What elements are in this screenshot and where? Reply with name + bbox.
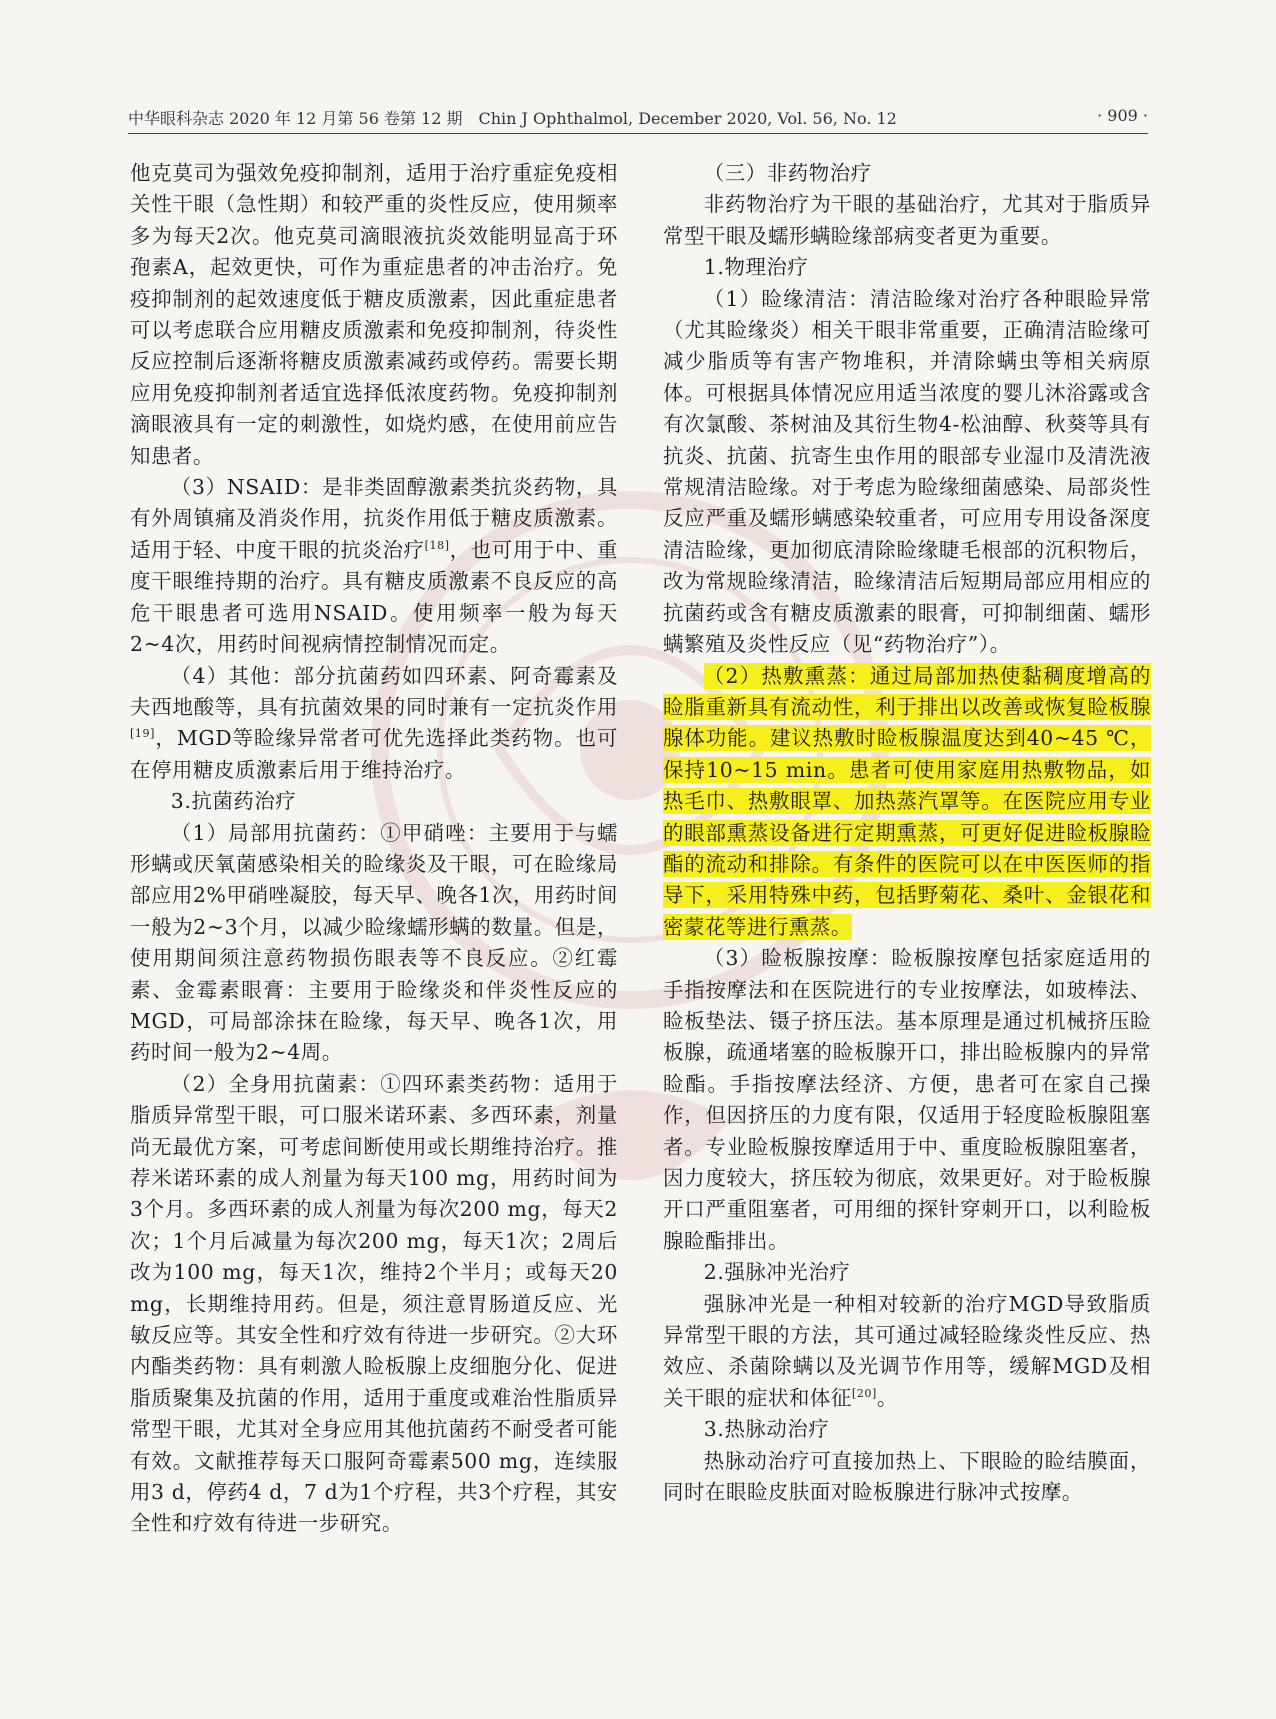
paragraph-warm-compress [663, 661, 1151, 944]
citation-ref: [19] [130, 727, 155, 741]
section-heading-non-drug: （三）非药物治疗 [703, 161, 872, 185]
citation-ref: [20] [851, 1387, 877, 1401]
journal-citation: 中华眼科杂志 2020 年 12 月第 56 卷第 12 期 Chin J Ophthalmol, December 2020, Vol. 56, No. 12 [128, 109, 897, 128]
citation-ref: [18] [424, 539, 450, 553]
left-column [130, 158, 618, 1540]
paragraph-ipl: 强脉冲光是一种相对较新的治疗MGD导致脂质异常型干眼的方法，其可通过减轻睑缘炎性反应、热效应、杀菌除螨以及光调节作用等，缓解MGD及相关干眼的症状和体征[20]。 [663, 1291, 1151, 1410]
right-column [663, 158, 1151, 1508]
paragraph-thermal-pulsation: 热脉动治疗可直接加热上、下眼睑的睑结膜面，同时在眼睑皮肤面对睑板腺进行脉冲式按摩。 [663, 1448, 1151, 1505]
paragraph-topical-antibacterial: （1）局部用抗菌药：①甲硝唑：主要用于与蠕形螨或厌氧菌感染相关的睑缘炎及干眼，可在睑缘局部应用2%甲硝唑凝胶，每天早、晚各1次，用药时间一般为2~3个月，以减少睑缘蠕形螨的数量。但是，使用期间须注意药物损伤眼表等不良反应。②红霉素、金霉素眼膏：主要用于睑缘炎和伴炎性反应的MGD，可局部涂抹在睑缘，每天早、晚各1次，用药时间一般为2~4周。 [130, 820, 618, 1065]
section-heading-thermal-pulsation: 3.热脉动治疗 [703, 1417, 830, 1442]
header-rule [128, 133, 1148, 134]
section-heading-antibacterial: 3.抗菌药治疗 [170, 789, 297, 814]
running-header [128, 100, 1148, 134]
paragraph-lid-cleaning: （1）睑缘清洁：清洁睑缘对治疗各种眼睑异常（尤其睑缘炎）相关干眼非常重要，正确清洁睑缘可减少脂质等有害产物堆积，并清除螨虫等相关病原体。可根据具体情况应用适当浓度的婴儿沐浴露或含有次氯酸、茶树油及其衍生物4-松油醇、秋葵等具有抗炎、抗菌、抗寄生虫作用的眼部专业湿巾及清洗液常规清洁睑缘。对于考虑为睑缘细菌感染、局部炎性反应严重及蠕形螨感染较重者，可应用专用设备深度清洁睑缘，更加彻底清除睑缘睫毛根部的沉积物后，改为常规睑缘清洁，睑缘清洁后短期局部应用相应的抗菌药或含有糖皮质激素的眼膏，可抑制细菌、蠕形螨繁殖及炎性反应（见“药物治疗”）。 [663, 286, 1151, 657]
paragraph-systemic-antibacterial: （2）全身用抗菌素：①四环素类药物：适用于脂质异常型干眼，可口服米诺环素、多西环素，剂量尚无最优方案，可考虑间断使用或长期维持治疗。推荐米诺环素的成人剂量为每天100 mg，用药时间为3个月。多西环素的成人剂量为每次200 mg，每天2次；1个月后减量为每次200 mg，每天1次；2周后改为100 mg，每天1次，维持2个半月；或每天20 mg，长期维持用药。但是，须注意胃肠道反应、光敏反应等。其安全性和疗效有待进一步研究。②大环内酯类药物：具有刺激人睑板腺上皮细胞分化、促进脂质聚集及抗菌的作用，适用于重度或难治性脂质异常型干眼，尤其对全身应用其他抗菌药不耐受者可能有效。文献推荐每天口服阿奇霉素500 mg，连续服用3 d，停药4 d，7 d为1个疗程，共3个疗程，其安全性和疗效有待进一步研究。 [130, 1071, 618, 1536]
paragraph-nsaid: （3）NSAID：是非类固醇激素类抗炎药物，具有外周镇痛及消炎作用，抗炎作用低于糖皮质激素。适用于轻、中度干眼的抗炎治疗[18]，也可用于中、重度干眼维持期的治疗。具有糖皮质激素不良反应的高危干眼患者可选用NSAID。使用频率一般为每天2~4次，用药时间视病情控制情况而定。 [130, 475, 618, 657]
section-heading-physical: 1.物理治疗 [703, 255, 809, 280]
paragraph-non-drug-intro: 非药物治疗为干眼的基础治疗，尤其对于脂质异常型干眼及蠕形螨睑缘部病变者更为重要。 [663, 192, 1151, 248]
paragraph-gland-massage: （3）睑板腺按摩：睑板腺按摩包括家庭适用的手指按摩法和在医院进行的专业按摩法，如玻棒法、睑板垫法、镊子挤压法。基本原理是通过机械挤压睑板腺，疏通堵塞的睑板腺开口，排出睑板腺内的异常睑酯。手指按摩法经济、方便，患者可在家自己操作，但因挤压的力度有限，仅适用于轻度睑板腺阻塞者。专业睑板腺按摩适用于中、重度睑板腺阻塞者，因力度较大，挤压较为彻底，效果更好。对于睑板腺开口严重阻塞者，可用细的探针穿刺开口，以利睑板腺睑酯排出。 [663, 946, 1151, 1253]
paragraph-others: （4）其他：部分抗菌药如四环素、阿奇霉素及夫西地酸等，具有抗菌效果的同时兼有一定抗炎作用[19]，MGD等睑缘异常者可优先选择此类药物。也可在停用糖皮质激素后用于维持治疗。 [130, 663, 618, 782]
highlighted-text: （2）热敷熏蒸：通过局部加热使黏稠度增高的睑脂重新具有流动性，利于排出以改善或恢复睑板腺腺体功能。建议热敷时睑板腺温度达到40~45 ℃，保持10~15 min。患者可使用家庭用热敷物品，如热毛巾、热敷眼罩、加热蒸汽罩等。在医院应用专业的眼部熏蒸设备进行定期熏蒸，可更好促进睑板腺睑酯的流动和排除。有条件的医院可以在中医医师的指导下，采用特殊中药，包括野菊花、桑叶、金银花和密蒙花等进行熏蒸。 [663, 663, 1151, 939]
paragraph-tacrolimus: 他克莫司为强效免疫抑制剂，适用于治疗重症免疫相关性干眼（急性期）和较严重的炎性反应，使用频率多为每天2次。他克莫司滴眼液抗炎效能明显高于环孢素A，起效更快，可作为重症患者的冲击治疗。免疫抑制剂的起效速度低于糖皮质激素，因此重症患者可以考虑联合应用糖皮质激素和免疫抑制剂，待炎性反应控制后逐渐将糖皮质激素减药或停药。需要长期应用免疫抑制剂者适宜选择低浓度药物。免疫抑制剂滴眼液具有一定的刺激性，如烧灼感，在使用前应告知患者。 [130, 161, 618, 468]
page-number: · 909 · [1097, 106, 1148, 125]
section-heading-ipl: 2.强脉冲光治疗 [703, 1260, 851, 1285]
